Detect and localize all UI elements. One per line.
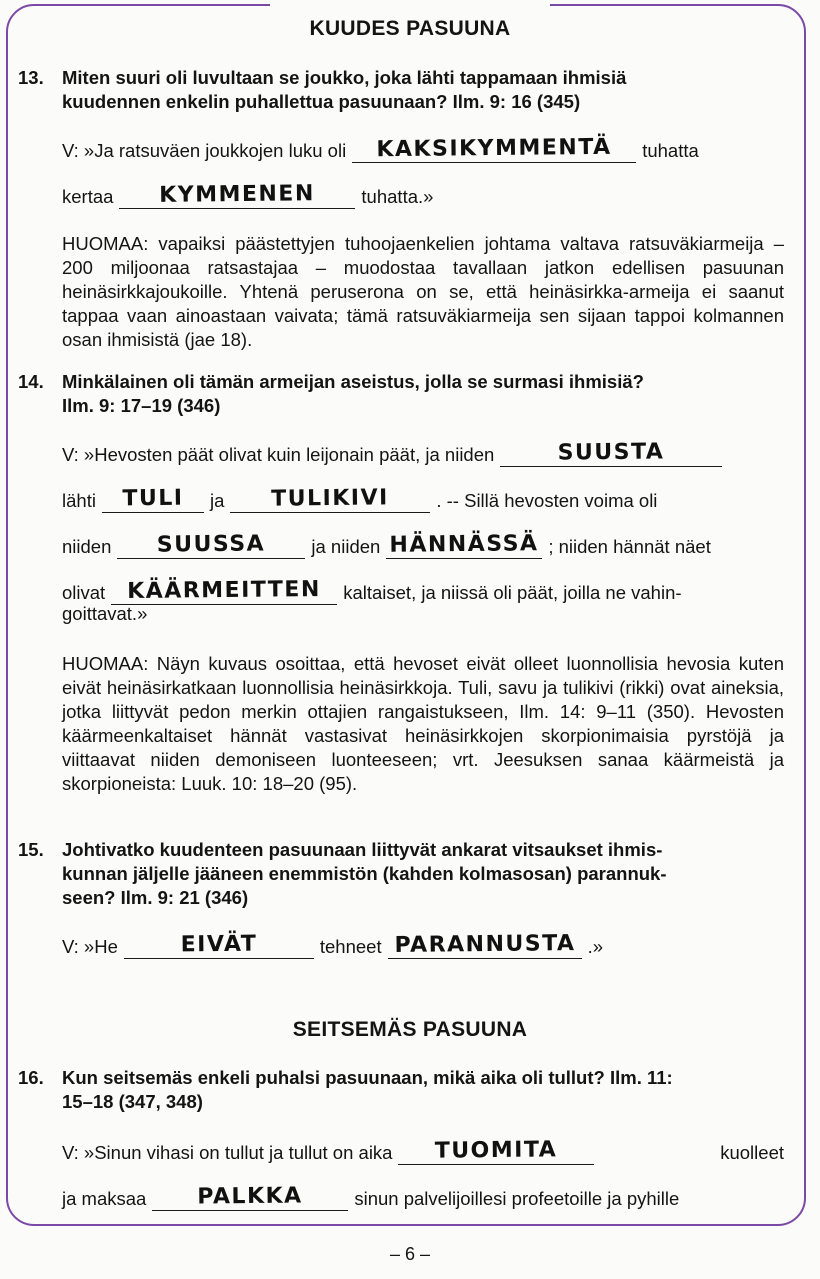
answer-blank[interactable]: PALKKA <box>152 1184 348 1211</box>
answer-13-line-2: kertaa KYMMENEN tuhatta.» <box>62 181 434 208</box>
answer-blank[interactable]: TUOMITA <box>398 1138 594 1165</box>
question-number: 16. <box>18 1067 44 1088</box>
question-14: 14. Minkälainen oli tämän armeijan aseistus, jolla se surmasi ihmisiä? Ilm. 9: 17–19 (346) <box>18 371 644 416</box>
answer-blank[interactable]: KYMMENEN <box>119 182 355 209</box>
answer-14-line-2: lähti TULI ja TULIKIVI . -- Sillä hevosten voima oli <box>62 485 658 512</box>
answer-15-line-1: V: »He EIVÄT tehneet PARANNUSTA .» <box>62 931 604 958</box>
question-16: 16. Kun seitsemäs enkeli puhalsi pasuunaan, mikä aika oli tullut? Ilm. 11: 15–18 (347, 348) <box>18 1067 673 1112</box>
question-15: 15. Johtivatko kuudenteen pasuunaan liittyvät ankarat vitsaukset ihmis- kunnan jäljelle jääneen enemmistön (kahden kolmasosan) parannuk- seen? Ilm. 9: 21 (346) <box>18 839 667 908</box>
border-gap <box>270 0 550 12</box>
answer-14-line-5: goittavat.» <box>62 603 148 624</box>
answer-blank[interactable]: SUUSTA <box>500 440 722 467</box>
answer-16-line-2: ja maksaa PALKKA sinun palvelijoillesi profeetoille ja pyhille <box>62 1183 680 1210</box>
section-title-seitsemas: SEITSEMÄS PASUUNA <box>292 1018 528 1041</box>
answer-14-line-3: niiden SUUSSA ja niiden HÄNNÄSSÄ ; niiden hännät näet <box>62 531 711 558</box>
question-number: 13. <box>18 67 44 88</box>
note-13: HUOMAA: vapaiksi päästettyjen tuhoojaenkelien johtama valtava ratsuväkiarmeija – 200 miljoonaa ratsastajaa – muodostaa tavallaan jatkon edellisen pasuunan heinäsirkkajoukoille. Yhtenä peruserona on se, että heinäsirkka-armeija ei saanut tappaa vaan ainoastaan vaivata; tämä ratsuväkiarmeija sen sijaan tappoi kolmannen osan ihmisistä (jae 18). <box>62 233 784 350</box>
answer-blank[interactable]: KÄÄRMEITTEN <box>111 578 337 605</box>
answer-blank[interactable]: SUUSSA <box>117 532 305 559</box>
answer-blank[interactable]: KAKSIKYMMENTÄ <box>352 136 636 163</box>
answer-13-line-1: V: »Ja ratsuväen joukkojen luku oli KAKSIKYMMENTÄ tuhatta <box>62 134 699 163</box>
answer-blank[interactable]: HÄNNÄSSÄ <box>386 532 542 559</box>
note-14: HUOMAA: Näyn kuvaus osoittaa, että hevoset eivät olleet luonnollisia hevosia kuten eivät heinäsirkatkaan luonnollisia heinäsirkkoja. Tuli, savu ja tulikivi (rikki) ovat aineksia, jotka liittyvät pedon merkin ottajien rangaistukseen, Ilm. 14: 9–11 (350). Hevosten käärmeenkaltaiset hännät vastasivat heinäsirkkojen skorpionimaisia pyrstöjä ja viittaavat niiden demoniseen luonteeseen; vrt. Jeesuksen sanaa käärmeistä ja skorpioneista: Luuk. 10: 18–20 (95). <box>62 653 784 794</box>
answer-14-line-1: V: »Hevosten päät olivat kuin leijonain päät, ja niiden SUUSTA <box>62 440 784 467</box>
page-number: – 6 – <box>389 1244 431 1264</box>
answer-blank[interactable]: TULI <box>102 486 204 513</box>
answer-blank[interactable]: EIVÄT <box>124 932 314 959</box>
question-number: 14. <box>18 371 44 392</box>
question-13: 13. Miten suuri oli luvultaan se joukko, joka lähti tappamaan ihmisiä kuudennen enkelin puhallettua pasuunaan? Ilm. 9: 16 (345) <box>18 67 627 112</box>
answer-blank[interactable]: PARANNUSTA <box>388 932 582 959</box>
answer-14-line-4: olivat KÄÄRMEITTEN kaltaiset, ja niissä oli päät, joilla ne vahin- <box>62 576 682 605</box>
section-title-kuudes: KUUDES PASUUNA <box>309 17 511 40</box>
answer-16-line-1: V: »Sinun vihasi on tullut ja tullut on aika TUOMITA kuolleet <box>62 1137 784 1164</box>
question-number: 15. <box>18 839 44 860</box>
answer-blank[interactable]: TULIKIVI <box>230 486 430 513</box>
